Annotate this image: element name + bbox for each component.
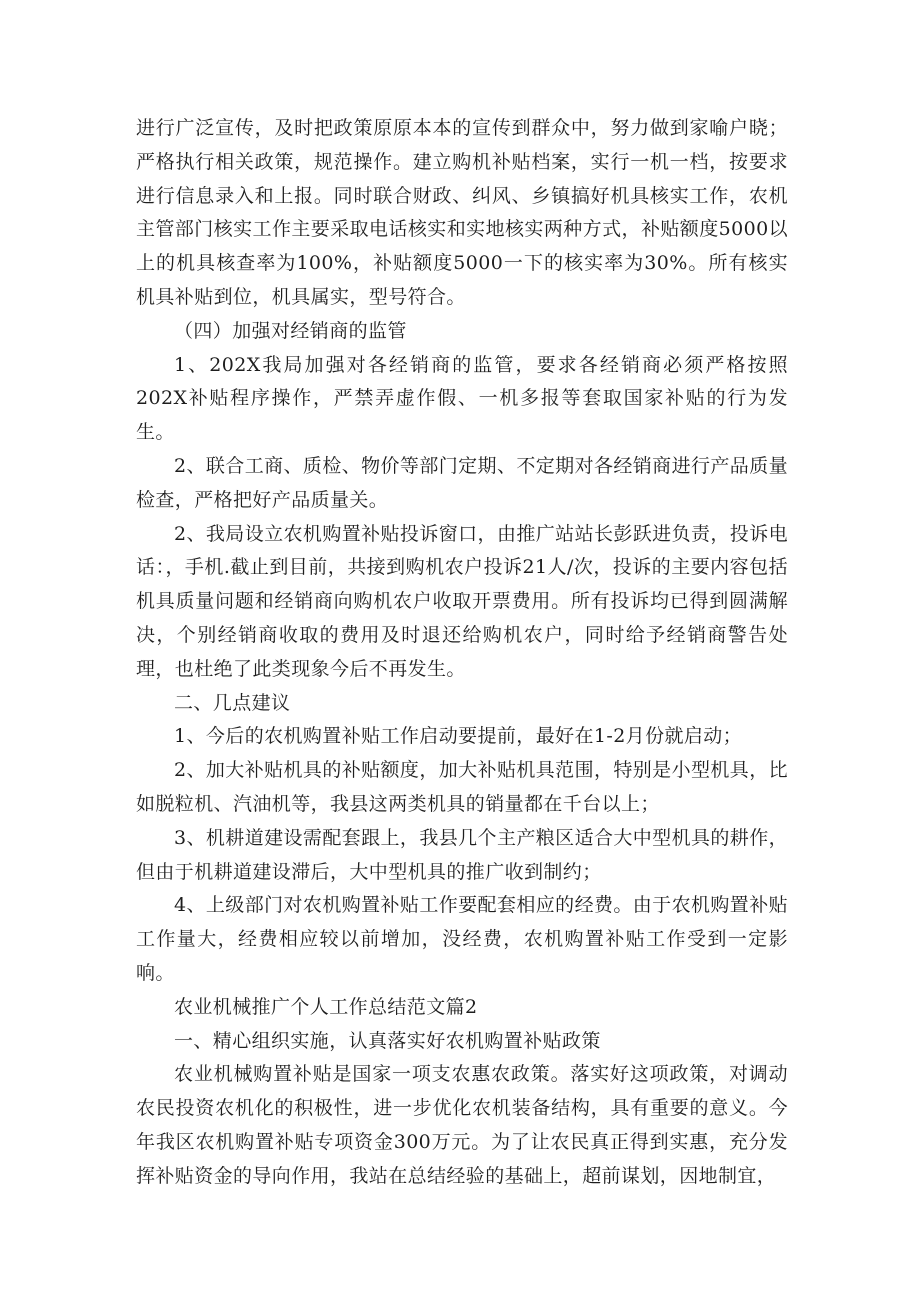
- document-page: [136, 112, 788, 1194]
- heading-section-1: 一、精心组织实施，认真落实好农机购置补贴政策: [174, 1029, 601, 1052]
- paragraph-suggestion-4: 4、上级部门对农机购置补贴工作要配套相应的经费。由于农机购置补贴工作量大，经费相应较以前增加，没经费，农机购置补贴工作受到一定影响。: [136, 894, 788, 984]
- heading-article-2-title: 农业机械推广个人工作总结范文篇2: [174, 995, 478, 1018]
- paragraph-suggestion-1: 1、今后的农机购置补贴工作启动要提前，最好在1-2月份就启动；: [174, 725, 743, 748]
- paragraph-suggestion-2: 2、加大补贴机具的补贴额度，加大补贴机具范围，特别是小型机具，比如脱粒机、汽油机等，我县这两类机具的销量都在千台以上；: [136, 759, 788, 815]
- paragraph-complaint-window: 2、我局设立农机购置补贴投诉窗口，由推广站站长彭跃进负责，投诉电话：，手机.截止到目前，共接到购机农户投诉21人/次，投诉的主要内容包括机具质量问题和经销商向购机农户收取开票费用。所有投诉均已得到圆满解决，个别经销商收取的费用及时退还给购机农户，同时给予经销商警告处理，也杜绝了此类现象今后不再发生。: [136, 522, 788, 680]
- paragraph-dealer-supervision-1: 1、202X我局加强对各经销商的监管，要求各经销商必须严格按照202X补贴程序操作，严禁弄虚作假、一机多报等套取国家补贴的行为发生。: [136, 353, 788, 444]
- paragraph-policy-implementation: 进行广泛宣传，及时把政策原原本本的宣传到群众中，努力做到家喻户晓；严格执行相关政策，规范操作。建立购机补贴档案，实行一机一档，按要求进行信息录入和上报。同时联合财政、纠风、乡镇搞好机具核实工作，农机主管部门核实工作主要采取电话核实和实地核实两种方式，补贴额度5000以上的机具核查率为100%，补贴额度5000一下的核实率为30%。所有核实机具补贴到位，机具属实，型号符合。: [136, 117, 788, 308]
- paragraph-dealer-supervision-2: 2、联合工商、质检、物价等部门定期、不定期对各经销商进行产品质量检查，严格把好产品质量关。: [136, 454, 788, 511]
- paragraph-subsidy-intro: 农业机械购置补贴是国家一项支农惠农政策。落实好这项政策，对调动农民投资农机化的积极性，进一步优化农机装备结构，具有重要的意义。今年我区农机购置补贴专项资金300万元。为了让农民真正得到实惠，充分发挥补贴资金的导向作用，我站在总结经验的基础上，超前谋划，因地制宜，: [136, 1063, 788, 1187]
- heading-suggestions: 二、几点建议: [174, 691, 291, 714]
- paragraph-suggestion-3: 3、机耕道建设需配套跟上，我县几个主产粮区适合大中型机具的耕作，但由于机耕道建设滞后，大中型机具的推广收到制约；: [136, 826, 788, 883]
- heading-dealer-supervision: （四）加强对经销商的监管: [174, 319, 407, 342]
